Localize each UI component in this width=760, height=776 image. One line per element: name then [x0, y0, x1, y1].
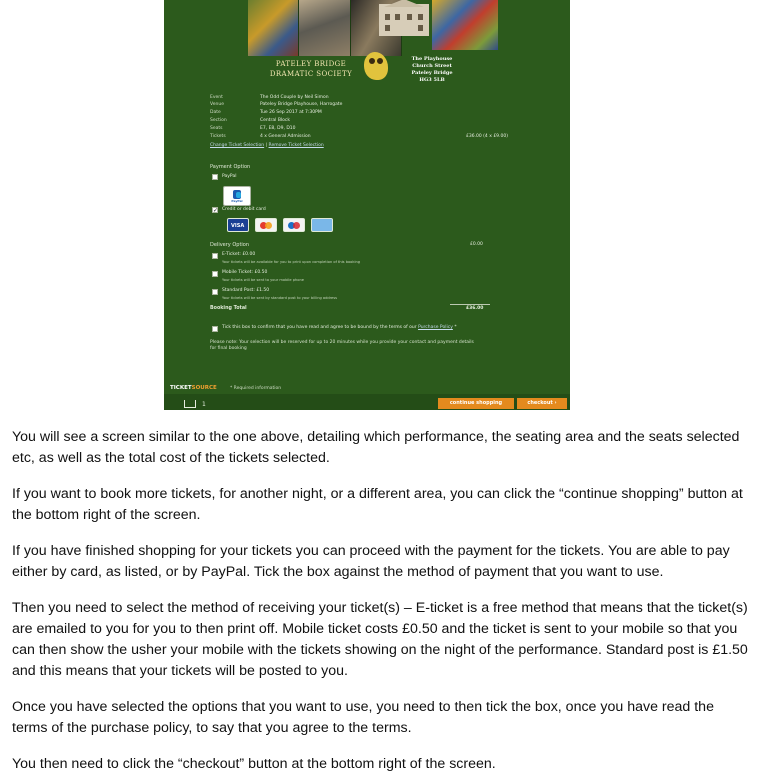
instruction-paragraph: You then need to click the “checkout” button at the bottom right of the screen.: [12, 756, 496, 772]
standard-post-label: Standard Post: £1.50: [222, 288, 270, 293]
paypal-icon: [233, 190, 241, 199]
reservation-note: [210, 340, 550, 352]
banner-panel: [248, 0, 299, 56]
booking-screenshot: [164, 0, 570, 410]
tickets-price: £36.00 (4 x £9.00): [466, 134, 508, 139]
section-label: Section: [210, 118, 227, 123]
logo-part-ticket: TICKET: [170, 385, 192, 391]
address-line: Pateley Bridge: [411, 70, 453, 76]
tickets-value: 4 x General Admission: [260, 134, 311, 139]
ticketsource-logo: [170, 385, 217, 391]
instruction-paragraph: Once you have selected the options that you want to use, you need to then tick the box, once you have read the terms of the purchase policy, to say that you agree to the terms.: [12, 699, 714, 736]
maestro-icon: [283, 218, 305, 232]
required-star: *: [454, 325, 457, 330]
terms-text: [222, 325, 457, 330]
note-line: for final booking: [210, 346, 247, 351]
mobile-ticket-note: Your tickets will be sent to your mobile phone: [222, 278, 304, 282]
instruction-paragraph: You will see a screen similar to the one above, detailing which performance, the seating area and the seats selected etc, as well as the total cost of the tickets selected.: [12, 429, 740, 466]
terms-statement: Tick this box to confirm that you have read and agree to be bound by the terms of our: [222, 325, 417, 330]
card-label: Credit or debit card: [222, 207, 266, 212]
instruction-paragraph: If you want to book more tickets, for another night, or a different area, you can click the “continue shopping” button at the bottom right of the screen.: [12, 486, 743, 523]
amex-card-icon: [311, 218, 333, 232]
paypal-checkbox[interactable]: [212, 174, 218, 180]
venue-value: Pateley Bridge Playhouse, Harrogate: [260, 102, 343, 107]
playhouse-image: [379, 4, 429, 36]
stained-glass-banner-right: [432, 0, 498, 50]
eticket-label: E-Ticket: £0.00: [222, 252, 256, 257]
booking-total-label: Booking Total: [210, 306, 247, 311]
tickets-label: Tickets: [210, 134, 226, 139]
mobile-ticket-checkbox[interactable]: [212, 271, 218, 277]
total-divider: [450, 304, 490, 305]
banner-panel: [299, 0, 350, 56]
society-name: [256, 59, 366, 79]
paypal-logo: [223, 186, 251, 206]
instruction-paragraph: Then you need to select the method of receiving your ticket(s) – E-ticket is a free method that means that the ticket(s) are emailed to you for you to then print off. Mobile ticket costs £0.50 and the ticket is sent to your mobile so that you can then show the usher your mobile with the tickets showing on the night of the performance. Standard post is £1.50 and this means that your tickets will be posted to you.: [12, 600, 748, 679]
seats-value: E7, E8, D9, D10: [260, 126, 296, 131]
instruction-paragraph: If you have finished shopping for your tickets you can proceed with the payment for the tickets. You are able to pay either by card, as listed, or by PayPal. Tick the box against the method of payment that you want to use.: [12, 543, 730, 580]
address-line: Church Street: [412, 63, 452, 69]
mobile-ticket-label: Mobile Ticket: £0.50: [222, 270, 268, 275]
ticket-selection-links: [210, 143, 324, 149]
address-line: The Playhouse: [411, 56, 453, 62]
standard-post-checkbox[interactable]: [212, 289, 218, 295]
venue-label: Venue: [210, 102, 224, 107]
paypal-label: PayPal: [222, 174, 237, 179]
venue-address: [400, 56, 464, 84]
logo-part-source: SOURCE: [191, 385, 217, 391]
checkout-button[interactable]: checkout ›: [517, 398, 567, 409]
date-value: Tue 26 Sep 2017 at 7:30PM: [260, 110, 322, 115]
terms-checkbox[interactable]: [212, 326, 218, 332]
purchase-policy-link[interactable]: Purchase Policy: [418, 325, 453, 330]
paypal-logo-text: PayPal: [231, 199, 243, 203]
seats-label: Seats: [210, 126, 223, 131]
note-line: Please note: Your selection will be reserved for up to 20 minutes while you provide your contact and payment details: [210, 340, 474, 345]
section-value: Central Block: [260, 118, 290, 123]
address-line: HG3 5LB: [419, 77, 445, 83]
booking-total-value: £36.00: [466, 306, 484, 311]
mastercard-icon: [255, 218, 277, 232]
change-ticket-link[interactable]: Change Ticket Selection: [210, 143, 265, 148]
payment-heading: Payment Option: [210, 164, 251, 170]
society-line: DRAMATIC SOCIETY: [269, 70, 353, 78]
eticket-note: Your tickets will be available for you to print upon completion of this booking: [222, 260, 361, 264]
date-label: Date: [210, 110, 221, 115]
remove-ticket-link[interactable]: Remove Ticket Selection: [268, 143, 324, 148]
card-checkbox[interactable]: ✓: [213, 207, 219, 214]
link-separator: |: [265, 143, 269, 148]
delivery-heading: Delivery Option: [210, 242, 250, 248]
visa-card-icon: [227, 218, 249, 232]
required-info-note: * Required information: [230, 386, 282, 391]
visa-text: VISA: [231, 223, 245, 229]
event-label: Event: [210, 95, 223, 100]
shopping-cart-icon[interactable]: [184, 400, 196, 408]
continue-shopping-button[interactable]: continue shopping: [438, 398, 514, 409]
mascot-logo-icon: [364, 52, 388, 80]
eticket-checkbox[interactable]: [212, 253, 218, 259]
cart-count: 1: [202, 401, 206, 408]
event-value: The Odd Couple by Neil Simon: [260, 95, 329, 100]
delivery-price: £0.00: [470, 242, 483, 247]
society-line: PATELEY BRIDGE: [275, 60, 347, 68]
standard-post-note: Your tickets will be sent by standard post to your billing address: [222, 296, 338, 300]
